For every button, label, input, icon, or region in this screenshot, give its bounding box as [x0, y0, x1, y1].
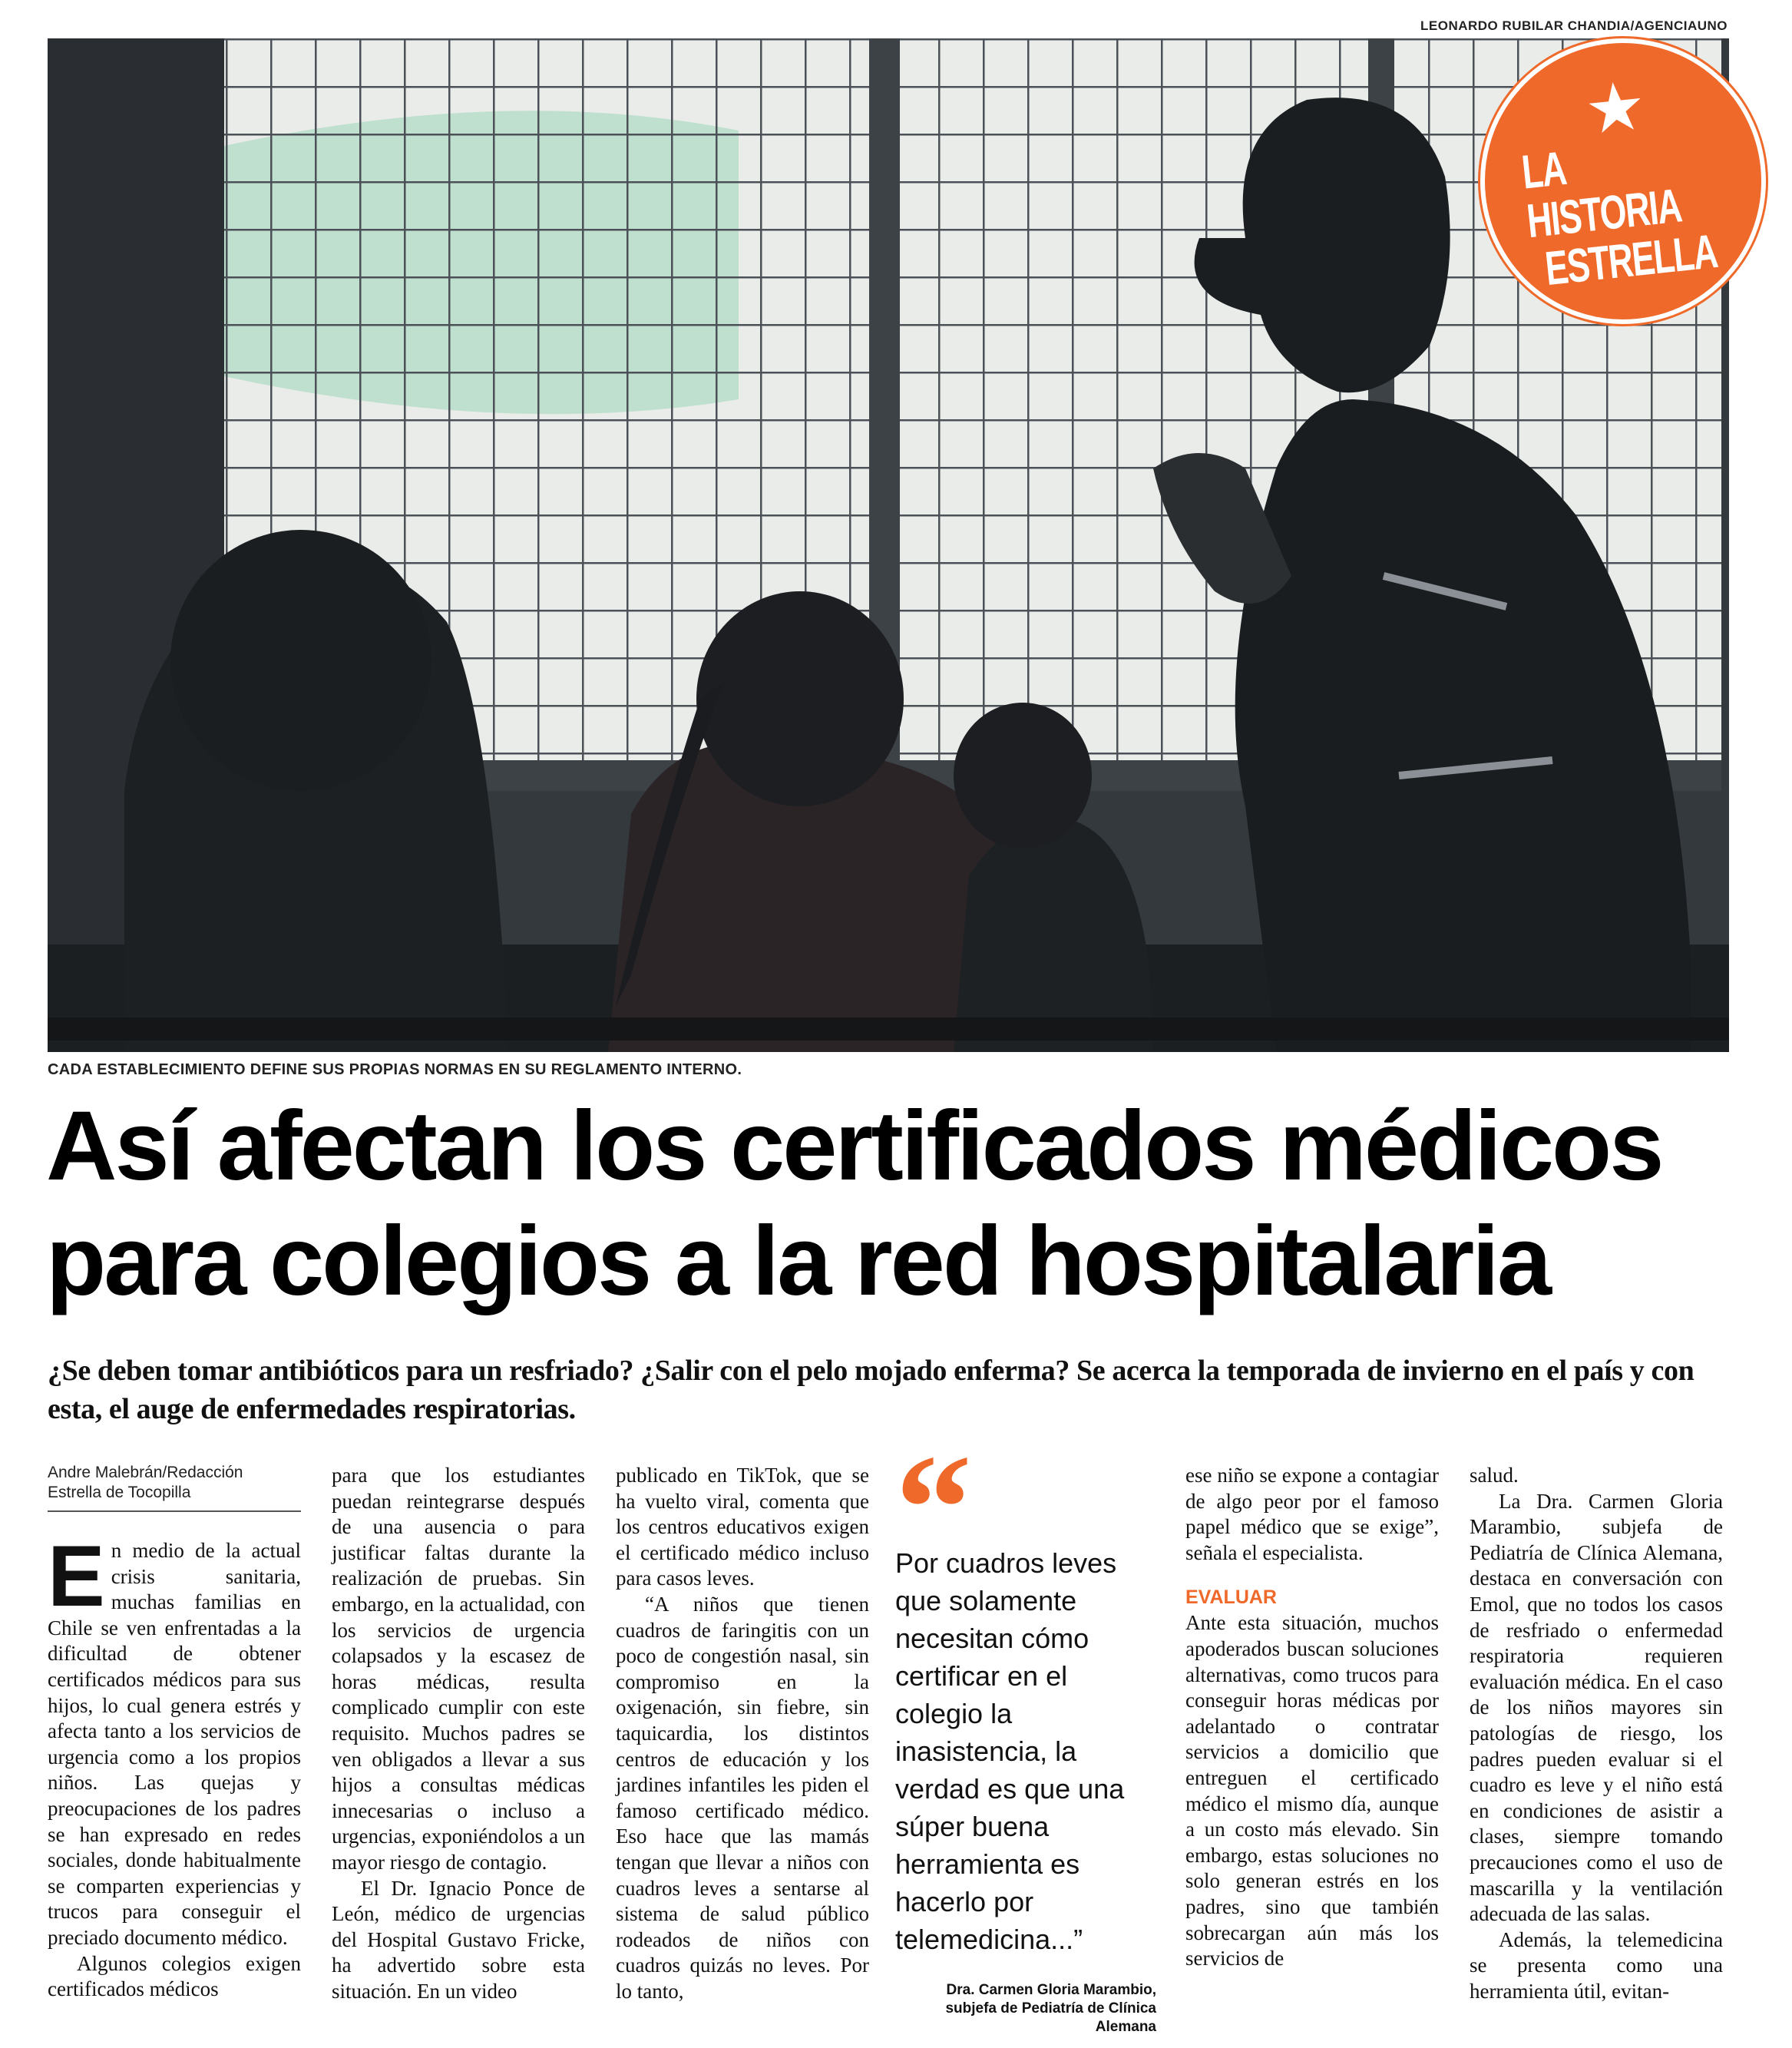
- classroom-illustration: [48, 38, 1729, 1052]
- pull-quote: [895, 1424, 1156, 2036]
- paragraph: “A niños que tienen cuadros de faringitis con un poco de congestión nasal, sin compromiso en la oxigenación, sin fiebre, sin taquicardia, los distintos centros de educación y los jardines infantiles les piden el famoso certificado médico. Eso hace que las mamás tengan que llevar a niños con cuadros leves a sentarse al sistema de salud público rodeados de niños con cuadros quizás no leves. Por lo tanto,: [616, 1592, 869, 2003]
- paragraph: El Dr. Ignacio Ponce de León, médico de urgencias del Hospital Gustavo Fricke, ha advertido sobre esta situación. En un video: [332, 1876, 585, 2003]
- paragraph: publicado en TikTok, que se ha vuelto viral, comenta que los centros educativos exigen el certificado médico incluso para casos leves.: [616, 1464, 869, 1590]
- headline-line1: Así afectan los certificados médicos: [46, 1091, 1662, 1201]
- paragraph: La Dra. Carmen Gloria Marambio, subjefa de Pediatría de Clínica Alemana, destaca en conversación con Emol, que no todos los casos de resfriado o enfermedad respiratoria requieren evaluación médica. En el caso de los niños mayores sin patologías de riesgo, los padres pueden evaluar si el cuadro es leve y el niño está en condiciones de asistir a clases, siempre tomando precauciones como el uso de mascarilla y la ventilación adecuada de las salas.: [1470, 1489, 1723, 1926]
- lead-paragraph: [48, 1528, 301, 1951]
- quote-mark-icon: “: [895, 1424, 960, 1593]
- column-3: [616, 1463, 869, 2004]
- deck-summary: ¿Se deben tomar antibióticos para un resfriado? ¿Salir con el pelo mojado enferma? Se acerca la temporada de invierno en el país y con esta, el auge de enfermedades respiratorias.: [48, 1355, 1694, 1425]
- badge-line1: LA HISTORIA: [1519, 142, 1684, 249]
- column-6: [1470, 1463, 1723, 2004]
- byline-outlet: Estrella de Tocopilla: [48, 1484, 191, 1501]
- lead-text: n medio de la actual crisis sanitaria, muchas familias en Chile se ven enfrentadas a la dificultad de obtener certificados médicos para sus hijos, lo cual genera estrés y afecta tanto a los servicios de urgencia como a los propios niños. Las quejas y preocupaciones de los padres se han expresado en redes sociales, donde habitualmente se comparten experiencias y trucos para conseguir el preciado documento médico.: [48, 1539, 301, 1949]
- headline: [46, 1089, 1751, 1319]
- section-subhead: EVALUAR: [1185, 1586, 1277, 1609]
- star-icon: ★: [1581, 65, 1650, 151]
- photo-caption: CADA ESTABLECIMIENTO DEFINE SUS PROPIAS NORMAS EN SU REGLAMENTO INTERNO.: [48, 1061, 742, 1078]
- photo-credit: LEONARDO RUBILAR CHANDIA/AGENCIAUNO: [1420, 18, 1728, 33]
- column-2: [332, 1463, 585, 2004]
- classroom-photo: [48, 38, 1729, 1052]
- paragraph: para que los estudiantes puedan reintegrarse después de una ausencia o para justificar faltas durante la realización de pruebas. Sin embargo, en la actualidad, con los servicios de urgencia colapsados y la escasez de horas médicas, resulta complicado cumplir con este requisito. Muchos padres se ven obligados a llevar a sus hijos a consultas médicas innecesarias o incluso a urgencias, exponiéndolos a un mayor riesgo de contagio.: [332, 1464, 585, 1874]
- column-1: [48, 1463, 301, 2003]
- paragraph: Además, la telemedicina se presenta como una herramienta útil, evitan-: [1470, 1927, 1723, 2003]
- paragraph: Algunos colegios exigen certificados médicos: [48, 1951, 301, 2001]
- quote-text: Por cuadros leves que solamente necesitan cómo certificar en el colegio la inasistencia, la verdad es que una súper buena herramienta es hacerlo por telemedicina...”: [895, 1547, 1125, 1955]
- paragraph: salud.: [1470, 1464, 1519, 1487]
- byline-author: Andre Malebrán/Redacción: [48, 1464, 243, 1481]
- paragraph: Ante esta situación, muchos apoderados buscan soluciones alternativas, como trucos para conseguir horas médicas por adelantado o contratar servicios a domicilio que entreguen el certificado médico el mismo día, aunque a un costo más elevado. Sin embargo, estas soluciones no solo generan estrés en los padres, sino que también sobrecargan aún más los servicios de: [1185, 1611, 1439, 1970]
- drop-cap: E: [48, 1528, 105, 1624]
- paragraph: ese niño se expone a contagiar de algo peor por el famoso papel médico que se exige”, señala el especialista.: [1185, 1464, 1439, 1564]
- quote-author: Dra. Carmen Gloria Marambio, subjefa de Pediatría de Clínica Alemana: [945, 1982, 1156, 2035]
- column-5: [1185, 1463, 1439, 1972]
- byline: [48, 1463, 301, 1512]
- headline-line2: para colegios a la red hospitalaria: [46, 1206, 1549, 1316]
- badge-line2: ESTRELLA: [1542, 224, 1720, 296]
